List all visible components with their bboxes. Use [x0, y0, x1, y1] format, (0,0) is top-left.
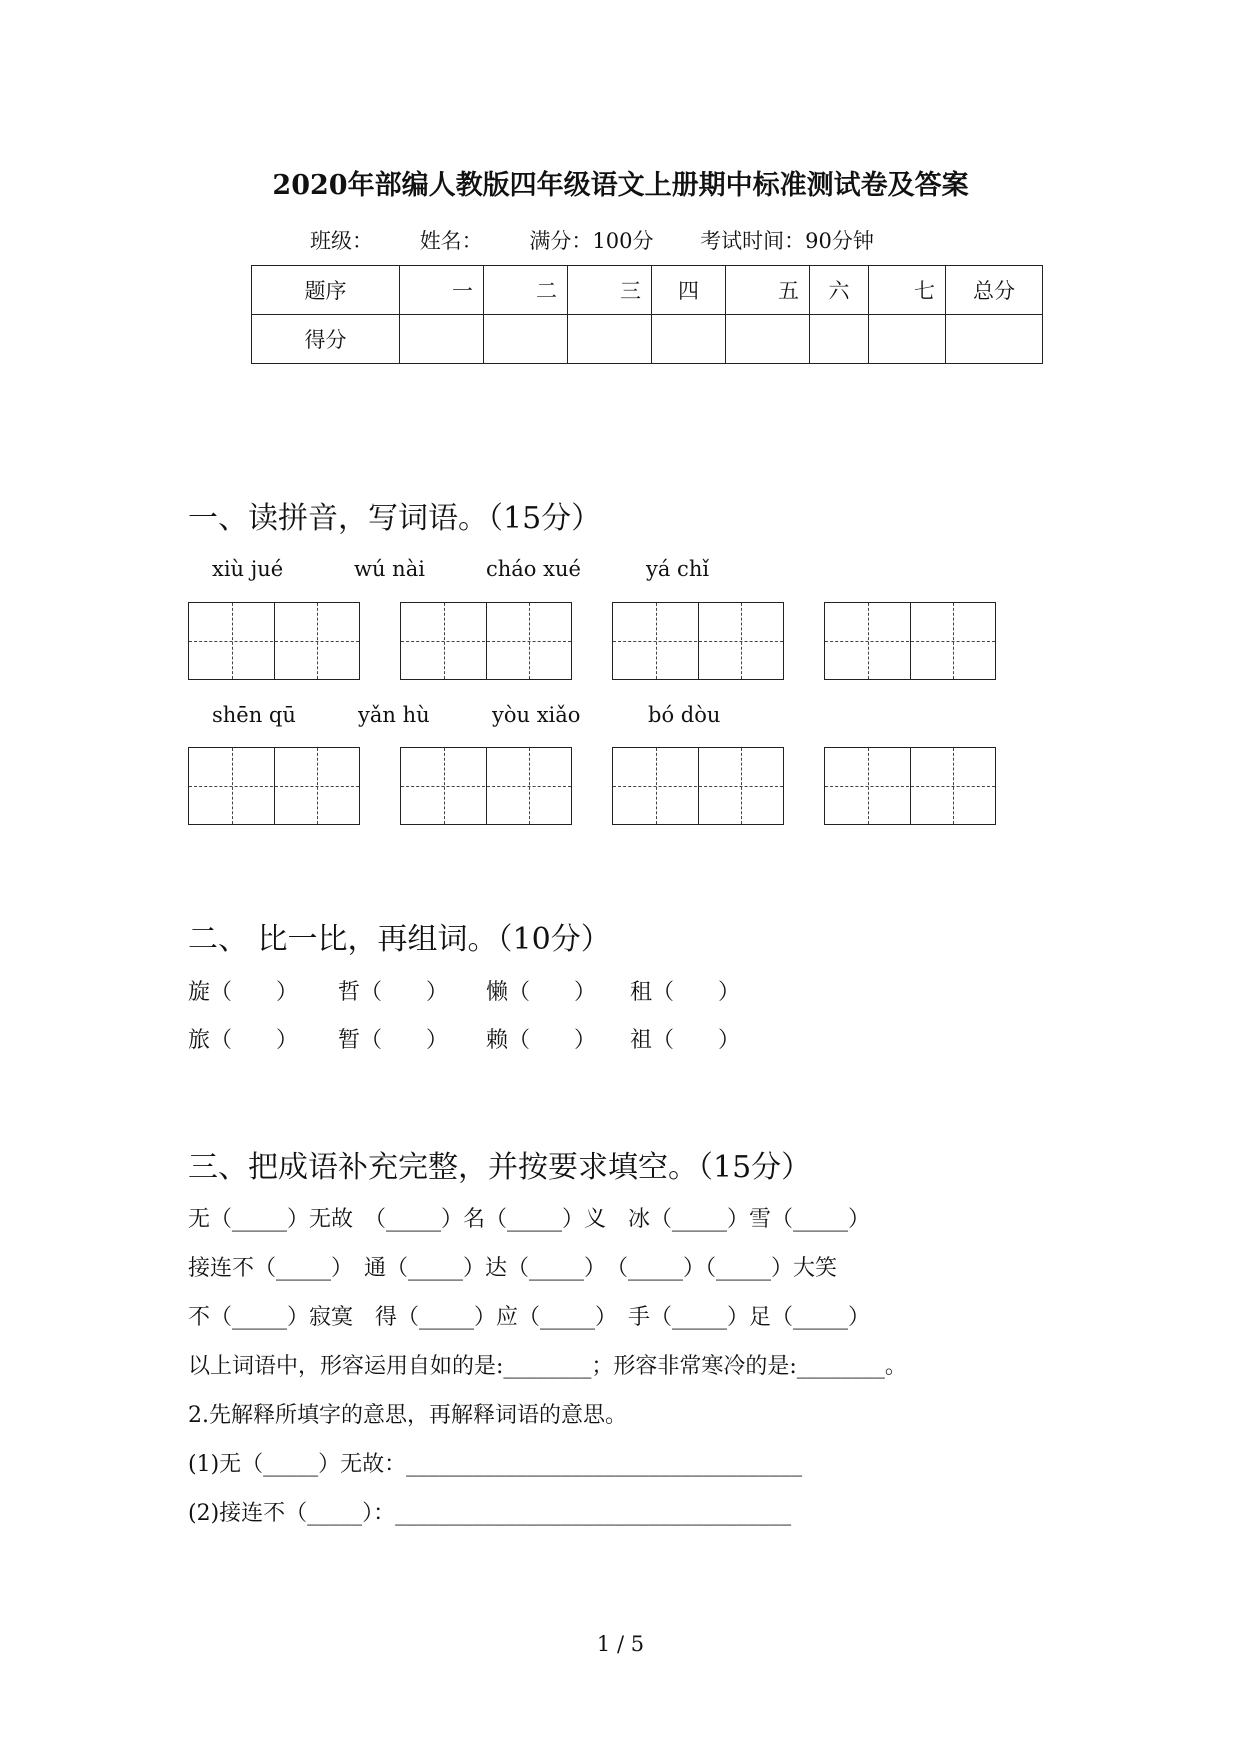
name-label: 姓名： — [419, 229, 483, 253]
score-cell: 五 — [726, 266, 810, 315]
section3-title: 三、把成语补充完整，并按要求填空。（15分） — [188, 1150, 812, 1185]
pinyin-label: cháo xué — [486, 557, 581, 581]
score-cell: 七 — [869, 266, 946, 315]
word-pair-item[interactable]: 赖（ ） — [486, 1028, 597, 1053]
page-number: 1 / 5 — [596, 1632, 645, 1656]
word-pair-item[interactable]: 祖（ ） — [630, 1028, 741, 1053]
score-cell: 题序 — [252, 266, 400, 315]
word-pair-item[interactable]: 旋（ ） — [188, 980, 299, 1005]
exam-info — [310, 225, 874, 255]
word-pair-item[interactable]: 旅（ ） — [188, 1028, 299, 1053]
idiom-line[interactable]: 不（_____）寂寞 得（_____）应（_____） 手（_____）足（_____） — [188, 1305, 871, 1330]
pinyin-label: shēn qū — [212, 703, 296, 727]
score-cell: 三 — [568, 266, 652, 315]
score-cell: 四 — [652, 266, 726, 315]
document-title: 2020年部编人教版四年级语文上册期中标准测试卷及答案 — [272, 170, 969, 201]
word-pair-item[interactable]: 租（ ） — [630, 980, 741, 1005]
pinyin-label: yòu xiǎo — [492, 703, 581, 727]
full-score-label: 满分：100分 — [529, 229, 654, 253]
score-blank-cell[interactable] — [652, 315, 726, 364]
score-table — [251, 265, 1043, 364]
writing-grid[interactable] — [400, 602, 572, 680]
score-blank-cell[interactable] — [400, 315, 484, 364]
pinyin-label: xiù jué — [212, 557, 284, 581]
exam-time-label: 考试时间：90分钟 — [700, 229, 874, 253]
score-cell: 总分 — [946, 266, 1043, 315]
score-blank-cell[interactable] — [726, 315, 810, 364]
score-table-header-row — [252, 266, 1043, 315]
question-line: 2.先解释所填字的意思，再解释词语的意思。 — [188, 1403, 627, 1428]
pinyin-label: yǎn hù — [358, 703, 430, 727]
writing-grid[interactable] — [188, 747, 360, 825]
pinyin-label: yá chǐ — [646, 557, 710, 581]
writing-grid[interactable] — [824, 602, 996, 680]
writing-grid[interactable] — [188, 602, 360, 680]
score-blank-cell[interactable] — [869, 315, 946, 364]
pinyin-label: wú nài — [354, 557, 425, 581]
writing-grid[interactable] — [612, 747, 784, 825]
question-line[interactable]: 以上词语中，形容运用自如的是:________；形容非常寒冷的是:________。 — [188, 1354, 907, 1379]
word-pair-item[interactable]: 暂（ ） — [338, 1028, 449, 1053]
score-table-score-row — [252, 315, 1043, 364]
idiom-line[interactable]: 无（_____）无故 （_____）名（_____）义 冰（_____）雪（_____） — [188, 1207, 871, 1232]
section1-title: 一、读拼音，写词语。（15分） — [188, 501, 602, 536]
writing-grid[interactable] — [824, 747, 996, 825]
score-blank-cell[interactable] — [484, 315, 568, 364]
word-pair-item[interactable]: 哲（ ） — [338, 980, 449, 1005]
class-label: 班级： — [310, 229, 373, 253]
score-row-label: 得分 — [252, 315, 400, 364]
score-blank-cell[interactable] — [568, 315, 652, 364]
score-cell: 一 — [400, 266, 484, 315]
score-blank-cell[interactable] — [810, 315, 869, 364]
pinyin-label: bó dòu — [648, 703, 721, 727]
score-cell: 二 — [484, 266, 568, 315]
answer-line[interactable]: (2)接连不（_____）：____________________________________ — [188, 1501, 792, 1526]
word-pair-item[interactable]: 懒（ ） — [486, 980, 597, 1005]
score-cell: 六 — [810, 266, 869, 315]
answer-line[interactable]: (1)无（_____）无故：____________________________________ — [188, 1452, 803, 1477]
section2-title: 二、 比一比，再组词。（10分） — [188, 922, 611, 957]
score-blank-cell[interactable] — [946, 315, 1043, 364]
writing-grid[interactable] — [400, 747, 572, 825]
idiom-line[interactable]: 接连不（_____） 通（_____）达（_____） （_____）（_____）大笑 — [188, 1256, 838, 1281]
writing-grid[interactable] — [612, 602, 784, 680]
